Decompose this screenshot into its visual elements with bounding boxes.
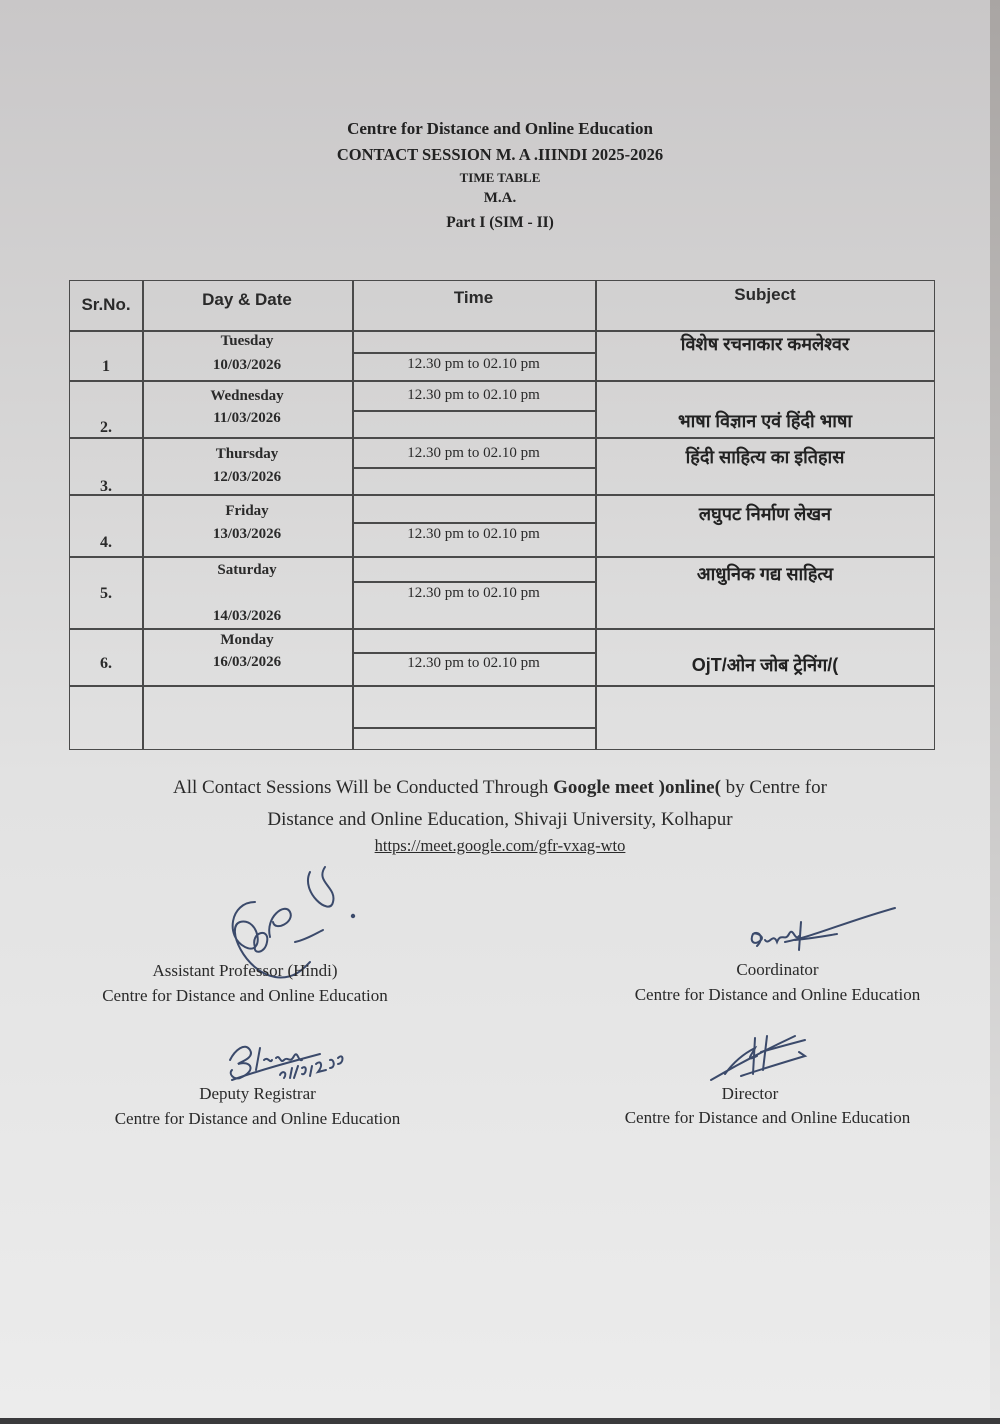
row-1-time: 12.30 pm to 02.10 pm	[407, 356, 540, 372]
row-divider	[70, 437, 934, 439]
doc-type: TIME TABLE	[459, 170, 541, 185]
row-3-day: Thursday	[215, 446, 279, 462]
coordinator-signature	[745, 902, 905, 962]
director-signature	[705, 1030, 815, 1085]
row-3-subject: हिंदी साहित्य का इतिहास	[685, 447, 845, 467]
row-1-day: Tuesday	[220, 333, 274, 349]
time-subdivider	[352, 522, 597, 524]
row-2-srno: 2.	[100, 419, 112, 436]
header-time: Time	[453, 288, 494, 307]
coordinator-org: Centre for Distance and Online Education	[634, 985, 921, 1004]
time-subdivider	[352, 727, 597, 729]
asst-prof-org: Centre for Distance and Online Education	[102, 986, 388, 1005]
row-4-time: 12.30 pm to 02.10 pm	[407, 526, 540, 542]
time-subdivider	[352, 467, 597, 469]
row-6-time: 12.30 pm to 02.10 pm	[407, 655, 540, 671]
row-2-subject: भाषा विज्ञान एवं हिंदी भाषा	[677, 411, 853, 431]
time-subdivider	[352, 652, 597, 654]
row-divider	[70, 494, 934, 496]
director-title: Director	[721, 1084, 779, 1103]
row-1-subject: विशेष रचनाकार कमलेश्वर	[680, 334, 850, 354]
row-4-date: 13/03/2026	[212, 526, 282, 542]
deputy-registrar-org: Centre for Distance and Online Education	[114, 1109, 401, 1128]
row-4-srno: 4.	[100, 534, 112, 551]
time-subdivider	[352, 410, 597, 412]
header-day-date: Day & Date	[202, 290, 292, 309]
row-4-day: Friday	[225, 503, 269, 519]
row-5-time: 12.30 pm to 02.10 pm	[407, 585, 540, 601]
header-srno: Sr.No.	[81, 295, 131, 314]
row-divider	[70, 380, 934, 382]
row-6-day: Monday	[220, 632, 274, 648]
row-1-date: 10/03/2026	[212, 357, 282, 373]
row-4-subject: लघुपट निर्माण लेखन	[698, 504, 832, 524]
row-2-day: Wednesday	[210, 388, 284, 404]
row-2-date: 11/03/2026	[213, 410, 281, 426]
row-2-time: 12.30 pm to 02.10 pm	[407, 387, 540, 403]
row-5-date: 14/03/2026	[212, 608, 282, 624]
page-bottom-edge	[0, 1418, 1000, 1424]
deputy-registrar-title: Deputy Registrar	[199, 1084, 316, 1103]
part: Part I (SIM - II)	[446, 214, 554, 231]
program: M.A.	[483, 190, 517, 206]
meet-link[interactable]: https://meet.google.com/gfr-vxag-wto	[374, 836, 626, 855]
row-6-date: 16/03/2026	[212, 654, 282, 670]
session-note-line1	[0, 777, 1000, 799]
asst-prof-title: Assistant Professor (Hindi)	[152, 961, 338, 980]
row-divider	[70, 556, 934, 558]
director-org: Centre for Distance and Online Education	[624, 1108, 911, 1127]
row-5-subject: आधुनिक गद्य साहित्य	[696, 564, 834, 584]
row-3-time: 12.30 pm to 02.10 pm	[407, 445, 540, 461]
row-divider	[70, 628, 934, 630]
coordinator-title: Coordinator	[736, 960, 819, 979]
row-6-subject: OjT/ओन जोब ट्रेनिंग/(	[691, 655, 839, 675]
row-1-srno: 1	[102, 358, 110, 375]
note-platform: Google meet )online(	[553, 777, 721, 798]
session-note-line2: Distance and Online Education, Shivaji University, Kolhapur	[267, 809, 733, 830]
time-subdivider	[352, 352, 597, 354]
session-title: CONTACT SESSION M. A .IIINDI 2025-2026	[336, 145, 664, 164]
row-5-srno: 5.	[100, 585, 112, 602]
row-divider	[70, 685, 934, 687]
row-5-day: Saturday	[217, 562, 277, 578]
note-text: by Centre for	[720, 777, 827, 798]
header-subject: Subject	[734, 285, 796, 304]
institution-title: Centre for Distance and Online Education	[347, 119, 653, 138]
timetable	[69, 280, 935, 750]
row-3-srno: 3.	[100, 478, 112, 495]
note-text: All Contact Sessions Will be Conducted Through	[173, 777, 554, 798]
time-subdivider	[352, 581, 597, 583]
deputy-registrar-signature	[220, 1030, 370, 1090]
row-6-srno: 6.	[100, 655, 112, 672]
row-3-date: 12/03/2026	[212, 469, 282, 485]
